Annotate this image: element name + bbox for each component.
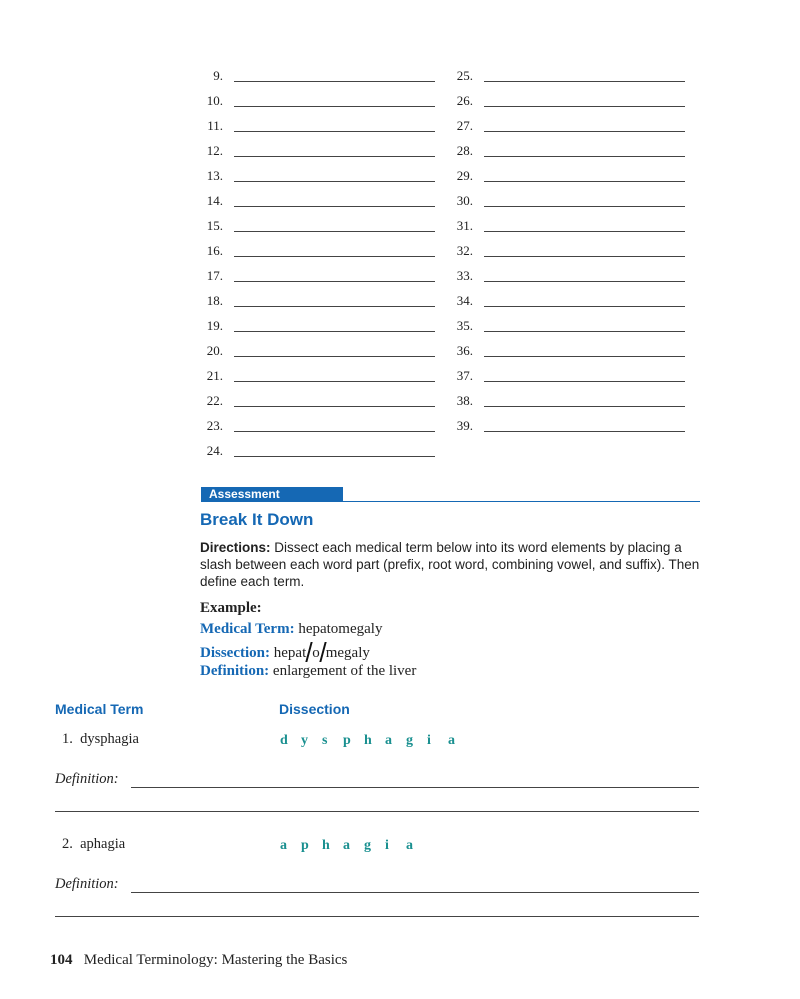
- line-number: 23.: [206, 418, 223, 433]
- line-number: 29.: [456, 168, 473, 183]
- line-number: 37.: [456, 368, 473, 383]
- letter[interactable]: a: [448, 733, 455, 748]
- definition-label: Definition:: [55, 876, 119, 892]
- letter[interactable]: y: [301, 733, 308, 748]
- answer-blank[interactable]: [234, 331, 435, 332]
- letter[interactable]: g: [364, 838, 371, 853]
- answer-blank[interactable]: [484, 431, 685, 432]
- answer-blank[interactable]: [484, 81, 685, 82]
- item-number: 1.: [62, 731, 73, 747]
- answer-blank[interactable]: [234, 131, 435, 132]
- line-number: 35.: [456, 318, 473, 333]
- term-text: dysphagia: [80, 731, 139, 747]
- letter[interactable]: g: [406, 733, 413, 748]
- dissection-letters[interactable]: [280, 733, 469, 749]
- line-number: 22.: [206, 393, 223, 408]
- answer-blank[interactable]: [484, 156, 685, 157]
- letter[interactable]: p: [343, 733, 351, 748]
- definition-value: enlargement of the liver: [272, 663, 417, 679]
- definition-label: Definition:: [200, 663, 270, 679]
- medical-term: [62, 731, 139, 748]
- line-number: 14.: [206, 193, 223, 208]
- part: megaly: [325, 645, 370, 661]
- answer-blank[interactable]: [484, 381, 685, 382]
- line-number: 17.: [206, 268, 223, 283]
- example-dissection: [200, 642, 370, 662]
- answer-blank[interactable]: [234, 181, 435, 182]
- answer-blank[interactable]: [234, 381, 435, 382]
- answer-blank[interactable]: [234, 431, 435, 432]
- answer-blank[interactable]: [484, 131, 685, 132]
- dissection-letters[interactable]: [280, 838, 427, 854]
- line-number: 25.: [456, 68, 473, 83]
- letter[interactable]: a: [343, 838, 350, 853]
- medical-term: [62, 836, 125, 853]
- dissection-label: Dissection:: [200, 645, 270, 661]
- line-number: 30.: [456, 193, 473, 208]
- answer-blank[interactable]: [234, 206, 435, 207]
- line-number: 16.: [206, 243, 223, 258]
- line-number: 11.: [207, 118, 223, 133]
- page-footer: [50, 952, 347, 969]
- answer-blank[interactable]: [234, 356, 435, 357]
- page-number: 104: [50, 952, 73, 968]
- line-number: 31.: [456, 218, 473, 233]
- answer-blank[interactable]: [484, 106, 685, 107]
- letter[interactable]: a: [385, 733, 392, 748]
- assessment-tag: Assessment: [201, 487, 343, 502]
- line-number: 26.: [456, 93, 473, 108]
- term-label: Medical Term:: [200, 621, 295, 637]
- section-title: Break It Down: [200, 510, 314, 529]
- answer-blank[interactable]: [484, 181, 685, 182]
- example-definition: [200, 663, 416, 680]
- book-title: Medical Terminology: Mastering the Basics: [83, 952, 348, 968]
- answer-blank[interactable]: [234, 256, 435, 257]
- line-number: 13.: [206, 168, 223, 183]
- column-header-dissection: Dissection: [279, 701, 350, 717]
- term-value: hepatomegaly: [298, 621, 383, 637]
- answer-blank[interactable]: [234, 106, 435, 107]
- part: hepat: [273, 645, 307, 661]
- line-number: 24.: [206, 443, 223, 458]
- line-number: 34.: [456, 293, 473, 308]
- line-number: 21.: [206, 368, 223, 383]
- answer-blank[interactable]: [234, 281, 435, 282]
- line-number: 19.: [206, 318, 223, 333]
- letter[interactable]: a: [406, 838, 413, 853]
- line-number: 9.: [213, 68, 223, 83]
- item-number: 2.: [62, 836, 73, 852]
- definition-label: Definition:: [55, 771, 119, 787]
- definition-blank[interactable]: [131, 892, 699, 893]
- line-number: 33.: [456, 268, 473, 283]
- answer-blank[interactable]: [484, 281, 685, 282]
- directions-text: Dissect each medical term below into its word elements by placing a slash between each word part (prefix, root word, combining vowel, and suffix). Then define each term.: [200, 540, 700, 589]
- definition-blank[interactable]: [55, 811, 699, 812]
- line-number: 39.: [456, 418, 473, 433]
- part: o: [312, 645, 320, 661]
- term-text: aphagia: [80, 836, 126, 852]
- letter[interactable]: h: [322, 838, 330, 853]
- letter[interactable]: i: [427, 733, 431, 748]
- line-number: 36.: [456, 343, 473, 358]
- answer-blank[interactable]: [484, 356, 685, 357]
- answer-blank[interactable]: [234, 81, 435, 82]
- answer-blank[interactable]: [234, 231, 435, 232]
- answer-blank[interactable]: [484, 231, 685, 232]
- line-number: 28.: [456, 143, 473, 158]
- definition-blank[interactable]: [55, 916, 699, 917]
- answer-blank[interactable]: [484, 256, 685, 257]
- line-number: 10.: [206, 93, 223, 108]
- letter[interactable]: i: [385, 838, 389, 853]
- line-number: 15.: [206, 218, 223, 233]
- section-rule: [201, 501, 700, 502]
- line-number: 12.: [206, 143, 223, 158]
- letter[interactable]: s: [322, 733, 328, 748]
- directions: [200, 539, 700, 590]
- answer-blank[interactable]: [234, 456, 435, 457]
- answer-blank[interactable]: [484, 406, 685, 407]
- answer-blank[interactable]: [484, 306, 685, 307]
- answer-blank[interactable]: [234, 156, 435, 157]
- example-heading: Example:: [200, 600, 262, 616]
- line-number: 20.: [206, 343, 223, 358]
- answer-blank[interactable]: [484, 331, 685, 332]
- letter[interactable]: h: [364, 733, 372, 748]
- line-number: 38.: [456, 393, 473, 408]
- letter[interactable]: a: [280, 838, 287, 853]
- line-number: 27.: [456, 118, 473, 133]
- answer-blank[interactable]: [484, 206, 685, 207]
- answer-blank[interactable]: [234, 306, 435, 307]
- directions-label: Directions:: [200, 540, 271, 555]
- definition-blank[interactable]: [131, 787, 699, 788]
- letter[interactable]: p: [301, 838, 309, 853]
- line-number: 32.: [456, 243, 473, 258]
- column-header-term: Medical Term: [55, 701, 144, 717]
- line-number: 18.: [206, 293, 223, 308]
- letter[interactable]: d: [280, 733, 288, 748]
- example-term: [200, 621, 382, 638]
- answer-blank[interactable]: [234, 406, 435, 407]
